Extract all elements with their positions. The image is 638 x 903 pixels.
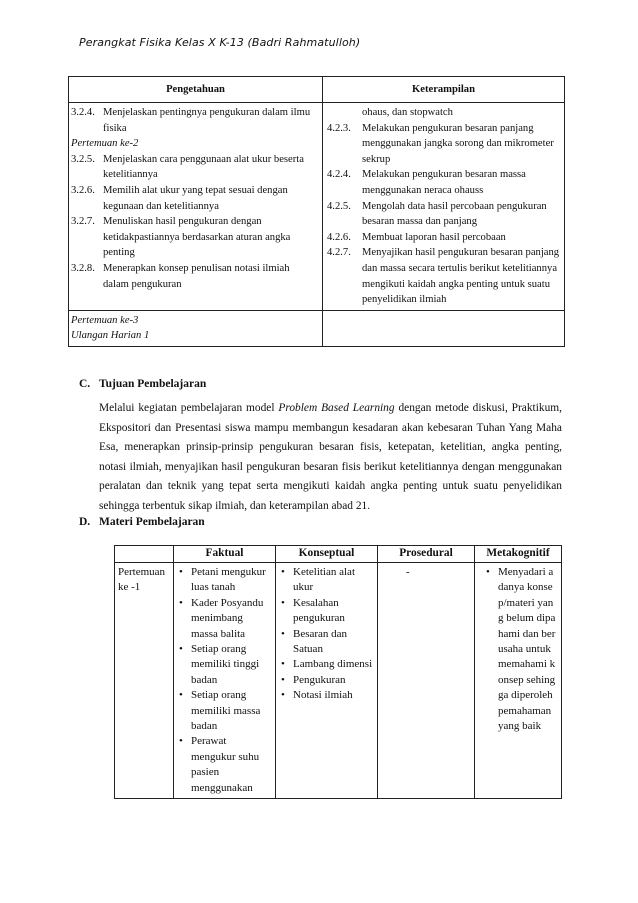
meeting-label: Pertemuan ke-3 (71, 314, 139, 326)
section-c-heading (79, 378, 206, 390)
kd-text: Membuat laporan hasil percobaan (362, 231, 506, 243)
kd-text: Mengolah data hasil percobaan pengukuran besaran massa dan panjang (362, 200, 547, 228)
kd-text: Menjelaskan pentingnya pengukuran dalam ilmu fisika (103, 107, 311, 134)
meeting-label: Pertemuan ke-2 (71, 138, 139, 150)
materi-metakognitif-cell (475, 563, 562, 799)
kd-number: 4.2.6. (327, 231, 351, 243)
section-letter: C. (79, 378, 91, 390)
kd-text: Menuliskan hasil pengukuran dengan ketidakpastiannya berdasarkan aturan angka penting (103, 216, 291, 259)
kd-footer-cell (69, 310, 323, 346)
kd-text: Menerapkan konsep penulisan notasi ilmiah dalam pengukuran (103, 262, 290, 290)
section-d-heading (79, 516, 205, 528)
kd-number: 3.2.7. (71, 216, 95, 228)
kd-continuation: ohaus, dan stopwatch (362, 107, 453, 118)
section-title: Materi Pembelajaran (99, 516, 205, 528)
kd-item (327, 245, 560, 307)
list-item: • Perawat mengukur suhu pasien menggunakan (177, 734, 272, 796)
kd-number: 3.2.8. (71, 262, 95, 274)
kd-text: Melakukan pengukuran besaran massa menggunakan neraca ohauss (362, 169, 526, 196)
materi-konseptual-cell (276, 563, 378, 799)
kd-number: 3.2.5. (71, 153, 95, 165)
tujuan-paragraph (99, 399, 562, 517)
kd-item (327, 199, 560, 230)
list-item: • Menyadari adanya konsep/materi yang belum dipahami dan berusaha untuk memahami konsep sehingga diperoleh pemahaman yang baik (484, 565, 558, 734)
kd-text: Memilih alat ukur yang tepat sesuai dengan kegunaan dan ketelitiannya (103, 184, 288, 212)
materi-table (114, 545, 562, 799)
kd-footer-empty-cell (323, 310, 565, 346)
list-item: • Notasi ilmiah (279, 688, 374, 703)
paragraph-model-name: Problem Based Learning (278, 402, 395, 414)
materi-header-prosedural: Prosedural (378, 546, 475, 563)
list-item: • Pengukuran (279, 673, 374, 688)
materi-header-metakognitif: Metakognitif (475, 546, 562, 563)
materi-header-row (115, 546, 562, 563)
list-item: • Setiap orang memiliki massa badan (177, 688, 272, 734)
materi-prosedural-cell: - (378, 563, 475, 799)
section-title: Tujuan Pembelajaran (99, 378, 207, 390)
kd-table-body-row (69, 103, 565, 311)
kd-item (71, 261, 318, 292)
kd-item (71, 152, 318, 183)
kd-table-header-row (69, 77, 565, 103)
list-item: • Lambang dimensi (279, 657, 374, 672)
kd-item (71, 183, 318, 214)
kd-header-pengetahuan: Pengetahuan (69, 77, 323, 103)
materi-row-label: Pertemuan ke -1 (115, 563, 174, 799)
kd-table-footer-row (69, 310, 565, 346)
kd-header-keterampilan: Keterampilan (323, 77, 565, 103)
kd-item (71, 214, 318, 261)
section-letter: D. (79, 516, 91, 528)
kd-number: 4.2.7. (327, 247, 351, 259)
paragraph-text: Melalui kegiatan pembelajaran model (99, 402, 279, 414)
kd-item (327, 167, 560, 198)
exam-label: Ulangan Harian 1 (71, 330, 150, 342)
list-item: • Besaran dan Satuan (279, 627, 374, 658)
materi-header-konseptual: Konseptual (276, 546, 378, 563)
kd-pengetahuan-cell (69, 103, 323, 311)
kd-text: Menjelaskan cara penggunaan alat ukur beserta ketelitiannya (103, 153, 304, 181)
list-item: • Petani mengukur luas tanah (177, 565, 272, 596)
list-item: • Kesalahan pengukuran (279, 596, 374, 627)
materi-header-faktual: Faktual (174, 546, 276, 563)
kd-item (327, 230, 560, 246)
kd-item (327, 121, 560, 168)
kd-text: Menyajikan hasil pengukuran besaran panjang dan massa secara tertulis berikut ketelitiannya mengikuti kaidah angka penting untuk suatu penyelidikan ilmiah (362, 247, 560, 306)
kd-number: 3.2.4. (71, 107, 95, 118)
materi-faktual-cell (174, 563, 276, 799)
kd-number: 3.2.6. (71, 184, 95, 196)
kd-number: 4.2.5. (327, 200, 351, 212)
materi-row (115, 563, 562, 799)
list-item: • Kader Posyandu menimbang massa balita (177, 596, 272, 642)
kd-keterampilan-cell (323, 103, 565, 311)
kd-number: 4.2.4. (327, 169, 351, 181)
kd-text: Melakukan pengukuran besaran panjang menggunakan jangka sorong dan mikrometer sekrup (362, 122, 554, 165)
running-header: Perangkat Fisika Kelas X K-13 (Badri Rahmatulloh) (79, 36, 361, 49)
kd-number: 4.2.3. (327, 122, 351, 134)
paragraph-text: dengan metode diskusi, Praktikum, Ekspositori dan Presentasi siswa mampu membangun kesadaran akan kebesaran Tuhan Yang Maha Esa, menerapkan prinsip-prinsip pengukuran besaran fisis, ketepatan, ketelitian, angka penting, notasi ilmiah, menyajikan hasil pengukuran besaran fisis berikut ketelitiannya dengan menggunakan peralatan dan teknik yang tepat serta mengikuti kaidah angka penting untuk suatu penyelidikan sehingga terbentuk sikap ilmiah, dan keterampilan abad 21. (99, 402, 562, 512)
list-item: • Ketelitian alat ukur (279, 565, 374, 596)
list-item: • Setiap orang memiliki tinggi badan (177, 642, 272, 688)
materi-header-blank (115, 546, 174, 563)
kd-item (71, 105, 318, 136)
kd-table (68, 76, 565, 347)
